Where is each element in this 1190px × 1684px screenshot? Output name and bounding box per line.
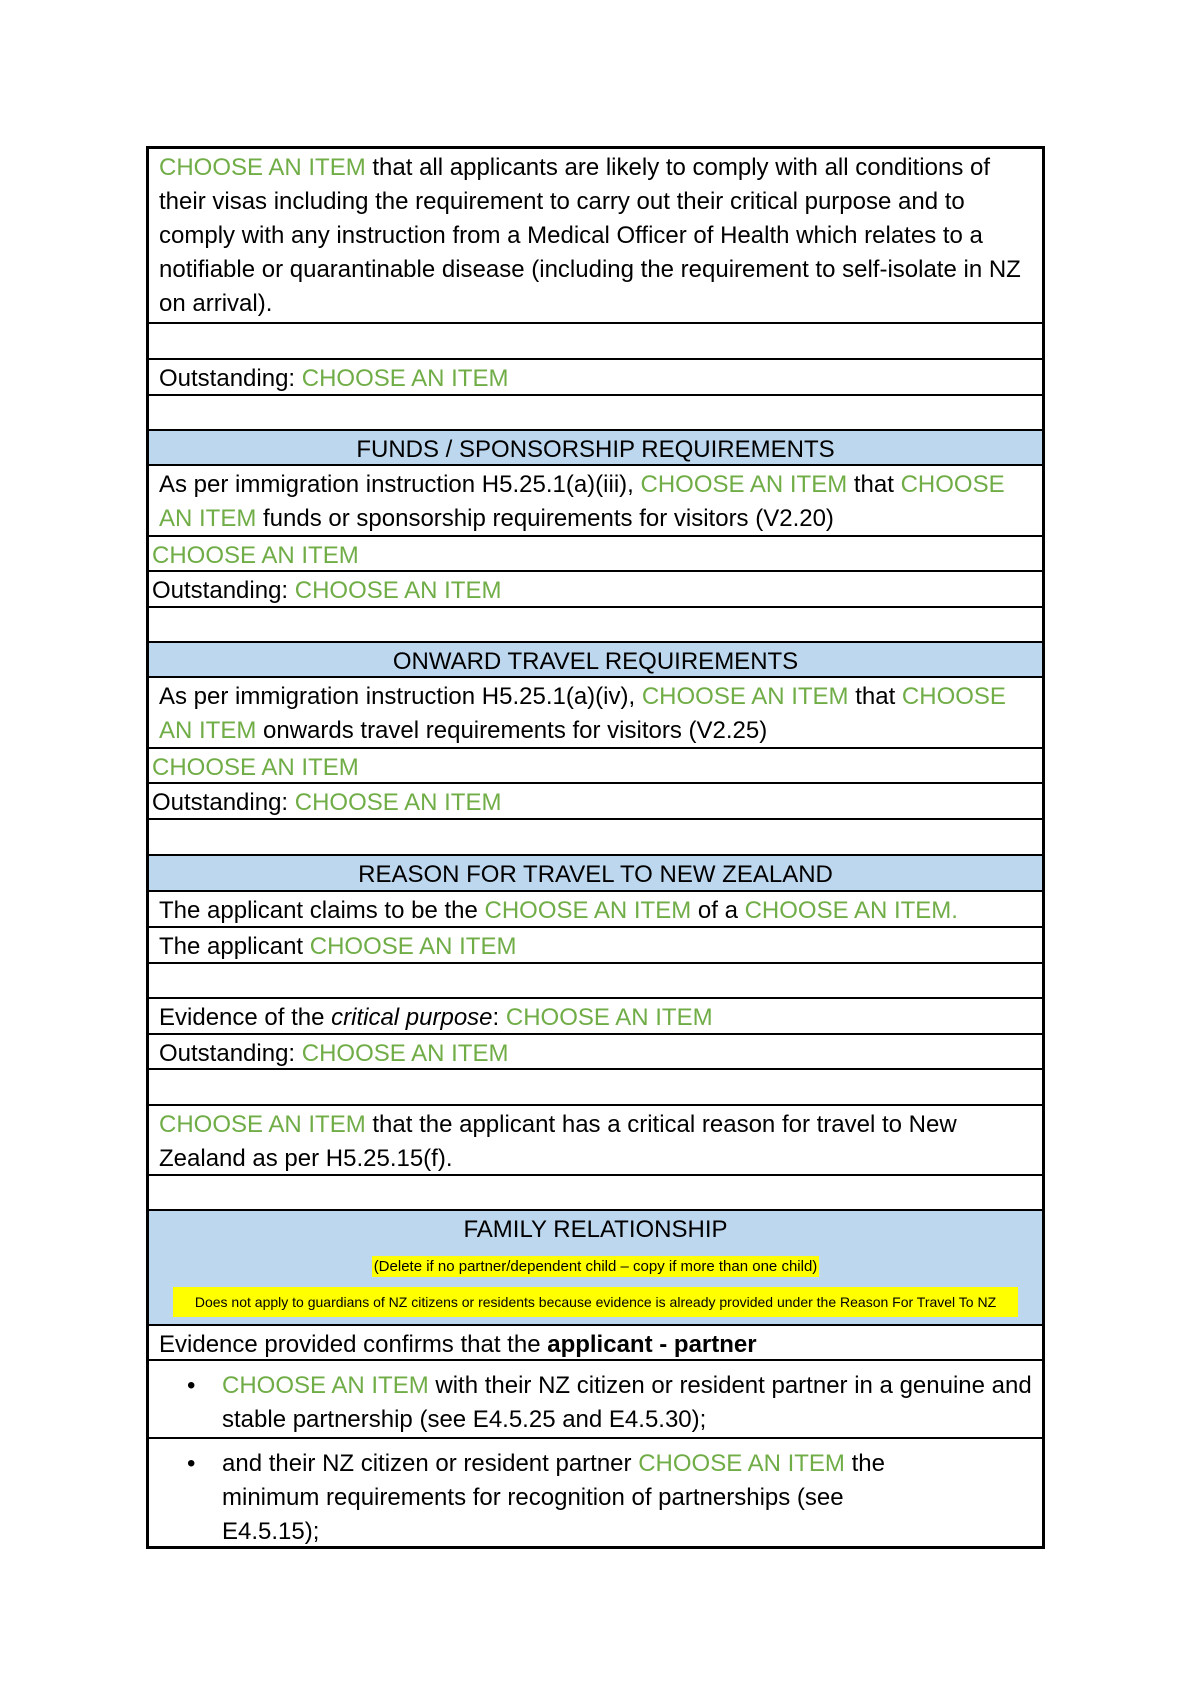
choose-item-dropdown[interactable]: CHOOSE AN ITEM: [309, 933, 517, 960]
funds-row: [149, 464, 1042, 535]
outstanding-label: Outstanding:: [159, 365, 302, 392]
family-title: FAMILY RELATIONSHIP: [463, 1216, 728, 1243]
text: As per immigration instruction H5.25.1(a)(iv),: [159, 683, 642, 710]
text: and their NZ citizen or resident partner: [222, 1450, 639, 1477]
reason-header: REASON FOR TRAVEL TO NEW ZEALAND: [149, 854, 1042, 890]
outstanding-row: [149, 358, 1042, 394]
funds-choice-row: [149, 535, 1042, 570]
text: Evidence of the: [159, 1004, 332, 1031]
choose-item-dropdown[interactable]: CHOOSE AN ITEM: [638, 1450, 845, 1477]
empty-row: [149, 322, 1042, 358]
choose-item-dropdown[interactable]: CHOOSE AN ITEM: [294, 577, 502, 604]
outstanding-row: [149, 782, 1042, 818]
text: onwards travel requirements for visitors (V2.25): [256, 717, 768, 744]
empty-row: [149, 962, 1042, 997]
outstanding-row: [149, 1033, 1042, 1068]
bullet-row: [149, 1437, 1042, 1546]
choose-item-dropdown[interactable]: CHOOSE AN ITEM: [222, 1372, 429, 1399]
outstanding-label: Outstanding:: [152, 789, 295, 816]
outstanding-row: [149, 570, 1042, 606]
bullet-row: [149, 1359, 1042, 1437]
text: The applicant claims to be the: [159, 897, 485, 924]
choose-item-dropdown[interactable]: CHOOSE AN ITEM: [641, 683, 849, 710]
funds-header: FUNDS / SPONSORSHIP REQUIREMENTS: [149, 429, 1042, 464]
choose-item-dropdown[interactable]: CHOOSE AN ITEM.: [744, 897, 958, 924]
bullet-icon: •: [187, 1372, 196, 1399]
choose-item-dropdown[interactable]: CHOOSE AN ITEM: [159, 154, 366, 181]
text: that: [847, 471, 901, 498]
claims-row: [149, 890, 1042, 926]
choose-item-dropdown[interactable]: CHOOSE AN ITEM: [484, 897, 692, 924]
onward-header: ONWARD TRAVEL REQUIREMENTS: [149, 641, 1042, 676]
text: partner: [673, 1331, 757, 1358]
text: The applicant: [159, 933, 310, 960]
text: the minimum requirements for recognition of partnerships (see E4.5.15);: [222, 1450, 885, 1545]
evidence-row: [149, 997, 1042, 1033]
choose-item-dropdown[interactable]: CHOOSE AN ITEM: [301, 365, 509, 392]
empty-row: [149, 606, 1042, 641]
outstanding-label: Outstanding:: [159, 1040, 302, 1067]
onward-row: [149, 676, 1042, 747]
choose-item-dropdown[interactable]: CHOOSE AN ITEM: [505, 1004, 713, 1031]
choose-item-dropdown[interactable]: CHOOSE AN ITEM: [294, 789, 502, 816]
text: of a: [691, 897, 745, 924]
choose-item-dropdown[interactable]: CHOOSE AN ITEM: [640, 471, 848, 498]
choose-item-dropdown[interactable]: CHOOSE AN ITEM: [152, 754, 359, 781]
empty-row: [149, 1174, 1042, 1209]
text: that: [848, 683, 902, 710]
text: applicant: [547, 1331, 653, 1358]
empty-row: [149, 1068, 1042, 1104]
choose-item-dropdown[interactable]: CHOOSE AN ITEM: [152, 542, 359, 569]
family-header: [149, 1209, 1042, 1324]
confirm-row: [149, 1324, 1042, 1359]
choose-item-dropdown[interactable]: CHOOSE AN ITEM: [159, 1111, 366, 1138]
text: Evidence provided confirms that the: [159, 1331, 548, 1358]
delete-note: (Delete if no partner/dependent child – copy if more than one child): [373, 1258, 818, 1275]
text: -: [652, 1331, 674, 1358]
guardian-note: Does not apply to guardians of NZ citizens or residents because evidence is already provided under the Reason For Travel To NZ: [173, 1287, 1018, 1317]
choose-item-dropdown[interactable]: CHOOSE AN ITEM: [301, 1040, 509, 1067]
compliance-text: that all applicants are likely to comply with all conditions of their visas including the requirement to carry out their critical purpose and to comply with any instruction from a Medical Officer of Health which relates to a notifiable or quarantinable disease (including the requirement to self-isolate in NZ on arrival).: [159, 154, 1021, 317]
text: :: [492, 1004, 506, 1031]
assessment-table: [146, 146, 1045, 1549]
applicant-row: [149, 926, 1042, 962]
bullet-icon: •: [187, 1450, 196, 1477]
choose-item-dropdown[interactable]: CHOOSE AN ITEM: [159, 683, 1006, 744]
text: that the applicant has a critical reason for travel to New Zealand as per H5.25.15(f).: [159, 1111, 957, 1172]
outstanding-label: Outstanding:: [152, 577, 295, 604]
critical-reason-row: [149, 1104, 1042, 1174]
choose-item-dropdown[interactable]: CHOOSE AN ITEM: [159, 471, 1005, 532]
text: As per immigration instruction H5.25.1(a)(iii),: [159, 471, 641, 498]
text: with their NZ citizen or resident partner in a genuine and stable partnership (see E4.5.25 and E4.5.30);: [222, 1372, 1032, 1433]
text: funds or sponsorship requirements for visitors (V2.20): [256, 505, 834, 532]
compliance-row: [149, 149, 1042, 322]
empty-row: [149, 818, 1042, 854]
text: critical purpose: [331, 1004, 493, 1031]
onward-choice-row: [149, 747, 1042, 782]
empty-row: [149, 394, 1042, 429]
